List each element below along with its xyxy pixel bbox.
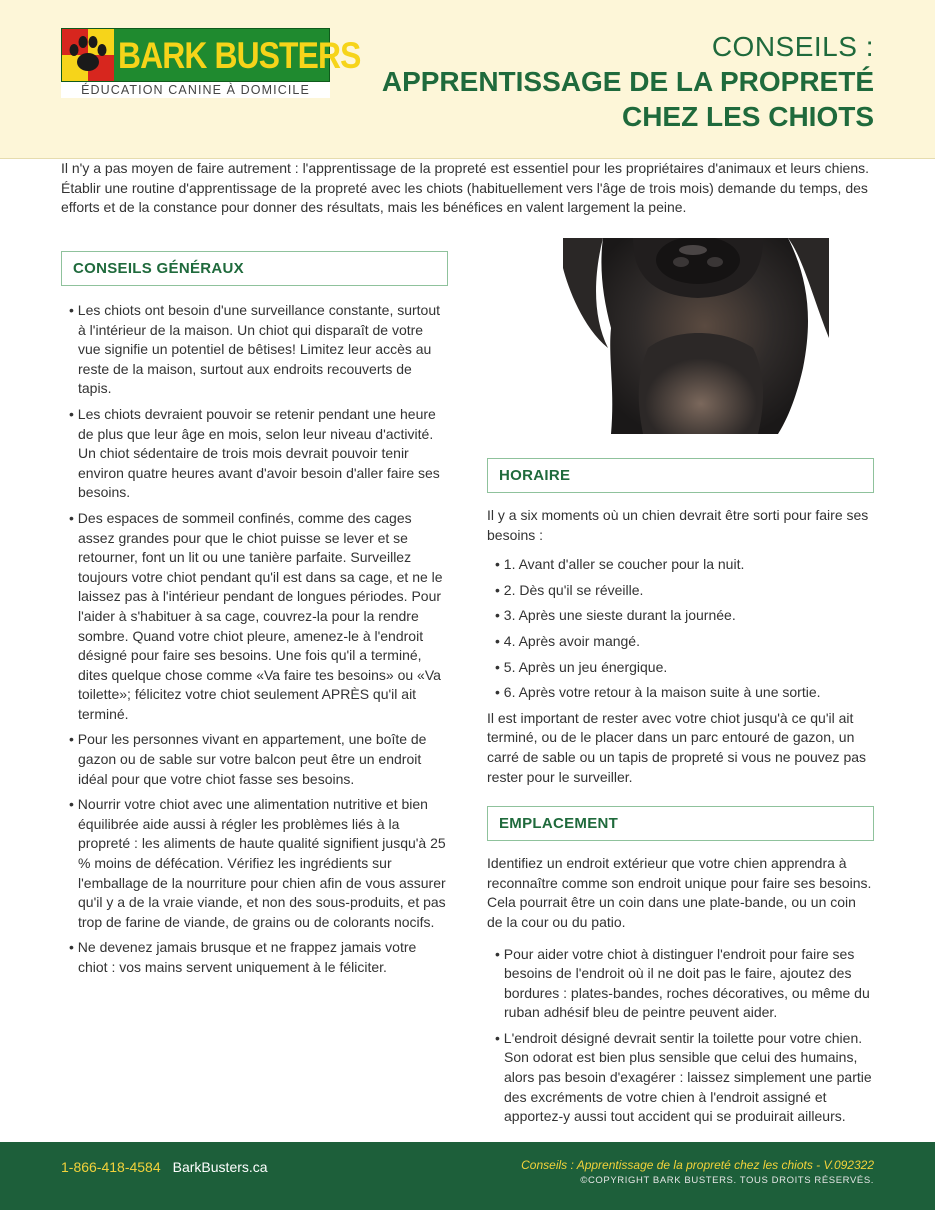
list-item: • 1. Avant d'aller se coucher pour la nuit. [495,556,745,573]
list-item: • L'endroit désigné devrait sentir la toilette pour votre chien. Son odorat est bien plus sensible que celui des humains, alors pas besoin d'exagérer : laissez simplement une partie des excréments de votre chien à l'endroit assigné et apportez-y aussi tout accident qui se produirait ailleurs. [495,1029,872,1125]
list-item: • Pour les personnes vivant en appartement, une boîte de gazon ou de sable sur votre balcon peut être un endroit idéal pour que votre chiot fasse ses besoins. [69,731,427,787]
title-line-1: CONSEILS : [711,31,874,62]
list-item: • Ne devenez jamais brusque et ne frappez jamais votre chiot : vos mains servent uniquement à le féliciter. [69,939,417,975]
list-item: • Les chiots devraient pouvoir se retenir pendant une heure de plus que leur âge en mois, selon leur niveau d'activité. Un chiot sédentaire de trois mois devrait pouvoir tenir environ quatre heures avant d'avoir besoin d'aller faire ses besoins. [69,405,440,501]
left-column [61,251,448,984]
section-heading-schedule: HORAIRE [487,458,874,493]
section-heading-general: CONSEILS GÉNÉRAUX [61,251,448,286]
list-item: • 5. Après un jeu énergique. [495,658,668,675]
section-heading-location: EMPLACEMENT [487,806,874,841]
paw-icon [62,29,114,81]
location-intro: Identifiez un endroit extérieur que votre chien apprendra à reconnaître comme son endroit unique pour faire ses besoins. Cela pourrait être un coin dans une plate-bande, ou un coin de la cour ou du patio. [487,855,872,930]
schedule-intro: Il y a six moments où un chien devrait être sorti pour faire ses besoins : [487,507,869,543]
footer-phone[interactable]: 1-866-418-4584 [61,1159,161,1175]
intro-paragraph: Il n'y a pas moyen de faire autrement : l'apprentissage de la propreté est essentiel pour les propriétaires d'animaux et leurs chiens. Établir une routine d'apprentissage de la propreté avec les chiots (habituellement vers l'âge de trois mois) demande du temps, des efforts et de la constance pour donner des résultats, mais les bénéfices en valent largement la peine. [61,160,870,216]
list-item: • Des espaces de sommeil confinés, comme des cages assez grandes pour que le chiot puisse se lever et se retourner, font un lit ou une tanière parfaite. Surveillez toujours votre chiot pendant qu'il est dans sa cage, et ne le laissez pas à l'intérieur pendant de longues périodes. Pour l'aider à s'habituer à sa cage, couvrez-la pour la rendre sombre. Quand votre chiot pleure, amenez-le à l'endroit désigné pour faire ses besoins. Une fois qu'il a terminé, dites quelque chose comme «Va faire tes besoins» ou «Va toilette»; félicitez votre chiot seulement APRÈS qu'il ait terminé. [69,509,443,722]
schedule-outro: Il est important de rester avec votre chiot jusqu'à ce qu'il ait terminé, ou de le placer dans un parc entouré de gazon, un carré de sable ou un tapis de propreté si vous ne pouvez pas rester pour le surveiller. [487,709,867,785]
footer-copyright: ©COPYRIGHT BARK BUSTERS. TOUS DROITS RÉSERVÉS. [580,1175,874,1186]
schedule-list [487,555,874,703]
footer-contact [61,1158,268,1176]
title-line-3: CHEZ LES CHIOTS [621,101,874,132]
footer-website[interactable]: BarkBusters.ca [172,1159,268,1175]
list-item: • 2. Dès qu'il se réveille. [495,581,644,598]
bark-busters-logo [61,28,361,98]
list-item: • Les chiots ont besoin d'une surveillance constante, surtout à l'intérieur de la maison. Un chiot qui disparaît de votre vue signifie un potentiel de bêtises! Limitez leur accès au reste de la maison, surtout aux endroits recouverts de tapis. [69,302,441,397]
page-footer [0,1142,935,1210]
list-item: • Pour aider votre chiot à distinguer l'endroit pour faire ses besoins de l'endroit où il ne doit pas le faire, ajoutez des bordures : plates-bandes, roches décoratives, ou même du ruban adhésif bleu de peintre peuvent aider. [495,945,870,1021]
general-tips-list [61,301,448,978]
list-item: • 4. Après avoir mangé. [495,632,640,649]
footer-document-title: Conseils : Apprentissage de la propreté chez les chiots - V.092322 [521,1158,874,1172]
location-list [487,945,874,1127]
logo-banner [61,28,361,82]
list-item: • 3. Après une sieste durant la journée. [495,607,736,624]
right-column [487,238,874,1133]
list-item: • 6. Après votre retour à la maison suite à une sortie. [495,684,821,701]
footer-info [521,1157,874,1188]
page-header [0,0,935,159]
title-line-2: APPRENTISSAGE DE LA PROPRETÉ [381,66,874,97]
logo-tagline: ÉDUCATION CANINE À DOMICILE [61,82,330,98]
logo-wordmark: BARK BUSTERS [118,35,361,76]
list-item: • Nourrir votre chiot avec une alimentation nutritive et bien équilibrée aide aussi à régler les problèmes liés à la propreté : les aliments de haute qualité signifient jusqu'à 25 % moins de défécation. Vérifiez les ingrédients sur l'emballage de la nourriture pour chien afin de vous assurer qu'il y a de la vraie viande, et non des sous-produits, et pas trop de farine de viande, de grains ou de colorants nocifs. [69,796,446,930]
page-title [314,30,874,134]
